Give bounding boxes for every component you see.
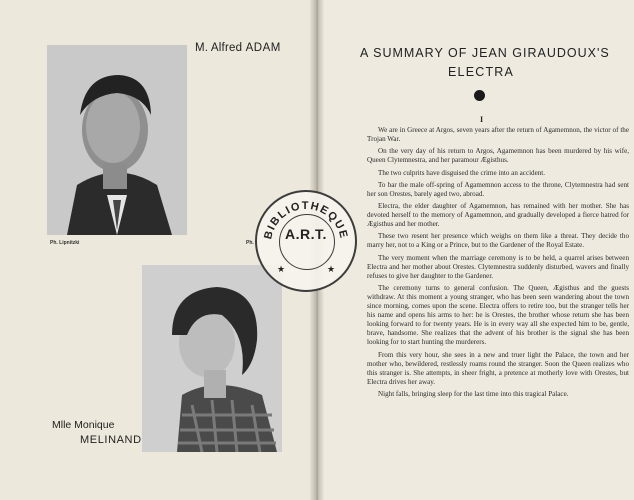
- library-stamp: [255, 190, 357, 292]
- paragraph: The very moment when the marriage ceremony is to be held, a quarrel arises between Electra and her mother about Orestes. Clytemnestra suddenly disturbed, wavers and finally refuses to give her daughter to the Gardener.: [367, 253, 629, 280]
- section-number: I: [480, 115, 484, 124]
- caption-prefix: M. Alfred: [195, 42, 243, 54]
- paragraph: The ceremony turns to general confusion. The Queen, Ægisthus and the guests withdraw. At this moment a young stranger, who has been seen wandering about the town since morning, comes upon the scene. Electra offers to retire too, but the stranger tells her his name and opens his arms to her: he is Orestes, the brother whose return she has been looking forward to for twenty years. He is in every way all she expected him to be, gentle, brave, handsome. She realizes that the advent of his brother is the signal she has been looking for to start hunting the murderers.: [367, 284, 629, 347]
- caption-surname: ADAM: [245, 42, 281, 54]
- title-dot-ornament: [474, 90, 485, 101]
- portrait-photo-monique-melinand: [142, 265, 282, 452]
- paragraph: Night falls, bringing sleep for the last time into this tragical Palace.: [378, 389, 569, 398]
- paragraph: The two culprits have disguised the crime into an accident.: [378, 168, 546, 177]
- paragraph: These two resent her presence which weighs on them like a threat. They decide tho marry her, not to a King or a Prince, but to the Gardener of the Royal Estate.: [367, 232, 629, 250]
- portrait-photo-alfred-adam: [47, 45, 187, 235]
- stamp-center-label: A.R.T.: [285, 226, 327, 242]
- caption-monique-line1: Mlle Monique: [52, 419, 115, 431]
- stamp-ring-label: BIBLIOTHEQUE: [262, 199, 350, 241]
- photo-credit-partial: Ph.: [246, 240, 254, 246]
- summary-title-line1: A SUMMARY OF JEAN GIRAUDOUX'S: [360, 46, 610, 60]
- portrait-monique-melinand-image: [142, 265, 282, 452]
- paragraph: We are in Greece at Argos, seven years after the return of Agamemnon, the victor of the Trojan War.: [367, 126, 629, 144]
- paragraph: To bar the male off-spring of Agamemnon access to the throne, Clytemnestra had sent her son Orestes, barely aged two, abroad.: [367, 180, 629, 198]
- photo-credit: Ph. Lipnitzki: [50, 240, 80, 246]
- paragraph: Electra, the elder daughter of Agamemnon, has remained with her mother. She has devoted herself to the memory of Agamemnon, and gradually developed a fierce hatred for Ægisthus and her mother.: [367, 202, 629, 229]
- paragraph: From this very hour, she sees in a new and truer light the Palace, the town and her mother who, bewildered, restlessly roams round the stranger. Soon the Queen realizes who this stranger is. She attempts, in sheer fright, a pretence at motherly love with Orestes, but Electra drives her away.: [367, 350, 629, 386]
- caption-monique-surname: MELINAND: [80, 434, 142, 446]
- paragraph: On the very day of his return to Argos, Agamemnon has been murdered by his wife, Queen Clytemnestra, and her paramour Ægisthus.: [367, 147, 629, 165]
- summary-body: [367, 126, 629, 402]
- summary-title-line2: ELECTRA: [448, 65, 515, 79]
- portrait-alfred-adam-image: [47, 45, 187, 235]
- star-icon: ★: [327, 265, 336, 275]
- caption-alfred-adam: [195, 42, 281, 54]
- stamp-inner-ring: [279, 214, 335, 270]
- star-icon: ★: [277, 265, 286, 275]
